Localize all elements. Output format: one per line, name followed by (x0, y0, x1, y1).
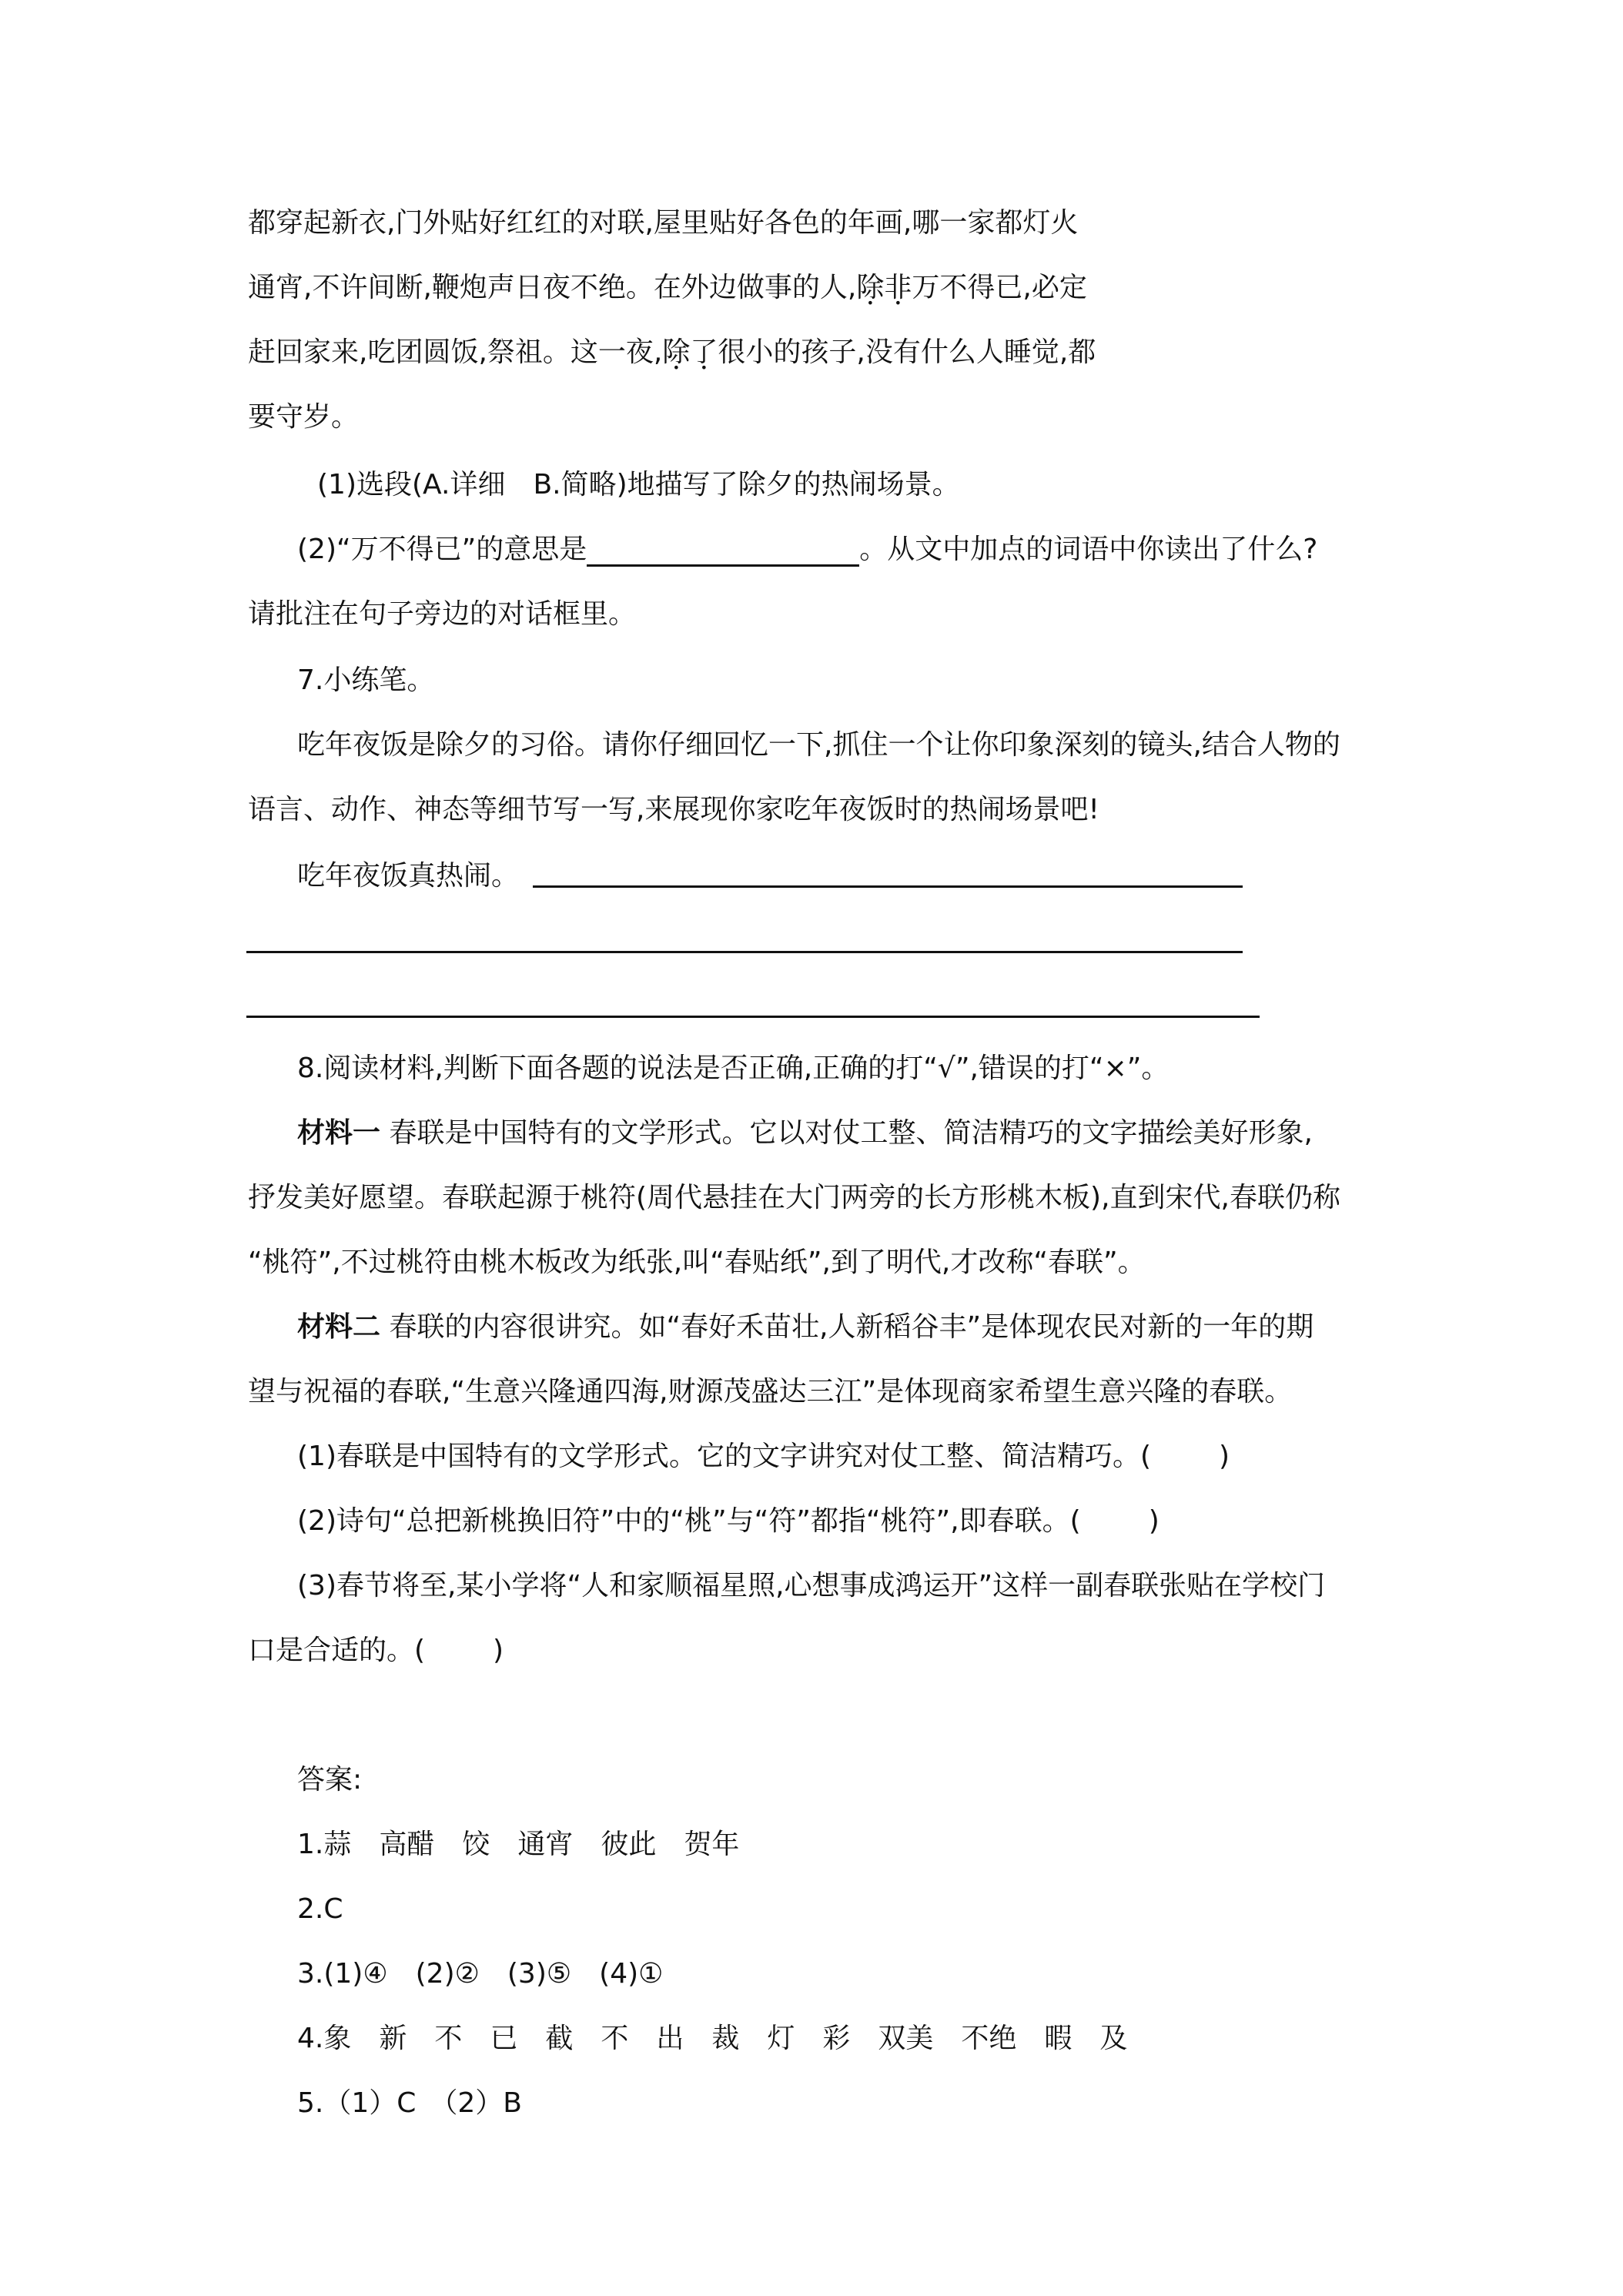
material-1-label: 材料一 (297, 1117, 381, 1149)
material-1-line-3: “桃符”,不过桃符由桃木板改为纸张,叫“春贴纸”,到了明代,才改称“春联”。 (248, 1247, 1146, 1278)
material-2-line-2: 望与祝福的春联,“生意兴隆通四海,财源茂盛达三江”是体现商家希望生意兴隆的春联。 (248, 1376, 1293, 1407)
close-paren: ) (493, 1635, 504, 1666)
emphasis-char: 了 (690, 336, 718, 368)
q6-sub2-text: (2)“万不得已”的意思是 (297, 534, 587, 565)
passage-line-1: 都穿起新衣,门外贴好红红的对联,屋里贴好各色的年画,哪一家都灯火 (248, 207, 1079, 239)
emphasis-char: 非 (884, 272, 912, 303)
statement-text: (1)春联是中国特有的文学形式。它的文字讲究对仗工整、简洁精巧。( (297, 1441, 1152, 1472)
material-2-text: 春联的内容很讲究。如“春好禾苗壮,人新稻谷丰”是体现农民对新的一年的期 (380, 1311, 1314, 1343)
q6-sub2-text: 。从文中加点的词语中你读出了什么? (859, 534, 1318, 565)
writing-line[interactable] (246, 951, 1243, 953)
material-1-line-1 (297, 1116, 1313, 1150)
close-paren: ) (1148, 1505, 1160, 1537)
answers-title: 答案: (297, 1764, 363, 1796)
passage-text: 很小的孩子,没有什么人睡觉,都 (718, 336, 1096, 368)
close-paren: ) (1219, 1441, 1230, 1472)
q7-prompt-line-2: 语言、动作、神态等细节写一写,来展现你家吃年夜饭时的热闹场景吧! (248, 794, 1099, 825)
answer-2: 2.C (297, 1893, 343, 1925)
q8-title: 8.阅读材料,判断下面各题的说法是否正确,正确的打“√”,错误的打“×”。 (297, 1053, 1170, 1084)
answer-blank[interactable] (587, 534, 859, 567)
statement-text: 口是合适的。( (248, 1635, 426, 1666)
passage-line-2 (248, 271, 1087, 305)
q7-starter: 吃年夜饭真热闹。 (297, 860, 520, 892)
q8-statement-2 (297, 1504, 1160, 1538)
passage-text: 通宵,不许间断,鞭炮声日夜不绝。在外边做事的人, (248, 272, 857, 303)
q6-sub2 (297, 533, 1317, 567)
answer-5: 5.（1）C （2）B (297, 2087, 522, 2119)
writing-line[interactable] (533, 885, 1243, 888)
emphasis-char: 除 (662, 336, 691, 368)
material-1-line-2: 抒发美好愿望。春联起源于桃符(周代悬挂在大门两旁的长方形桃木板),直到宋代,春联仍称 (248, 1182, 1340, 1213)
q7-prompt-line-1: 吃年夜饭是除夕的习俗。请你仔细回忆一下,抓住一个让你印象深刻的镜头,结合人物的 (297, 729, 1340, 761)
statement-text: (2)诗句“总把新桃换旧符”中的“桃”与“符”都指“桃符”,即春联。( (297, 1505, 1081, 1537)
q8-statement-3-line-1: (3)春节将至,某小学将“人和家顺福星照,心想事成鸿运开”这样一副春联张贴在学校门 (297, 1570, 1326, 1602)
answer-1: 1.蒜 高醋 饺 通宵 彼此 贺年 (297, 1829, 740, 1860)
answer-3: 3.(1)④ (2)② (3)⑤ (4)① (297, 1958, 664, 1990)
q7-title: 7.小练笔。 (297, 664, 435, 696)
q8-statement-1 (297, 1440, 1230, 1474)
writing-line[interactable] (246, 1016, 1260, 1018)
q8-statement-3-line-2 (248, 1634, 504, 1668)
material-2-line-1 (297, 1310, 1313, 1344)
q6-sub2-line2: 请批注在句子旁边的对话框里。 (248, 598, 637, 630)
passage-line-3 (248, 336, 1096, 370)
material-1-text: 春联是中国特有的文学形式。它以对仗工整、简洁精巧的文字描绘美好形象, (380, 1117, 1313, 1149)
material-2-label: 材料二 (297, 1311, 381, 1343)
passage-text: 赶回家来,吃团圆饭,祭祖。这一夜, (248, 336, 663, 368)
passage-line-4: 要守岁。 (248, 401, 360, 433)
emphasis-char: 除 (856, 272, 885, 303)
q6-sub1: (1)选段(A.详细 B.简略)地描写了除夕的热闹场景。 (317, 469, 960, 500)
answer-4: 4.象 新 不 已 截 不 出 裁 灯 彩 双美 不绝 暇 及 (297, 2023, 1128, 2054)
passage-text: 万不得已,必定 (912, 272, 1087, 303)
